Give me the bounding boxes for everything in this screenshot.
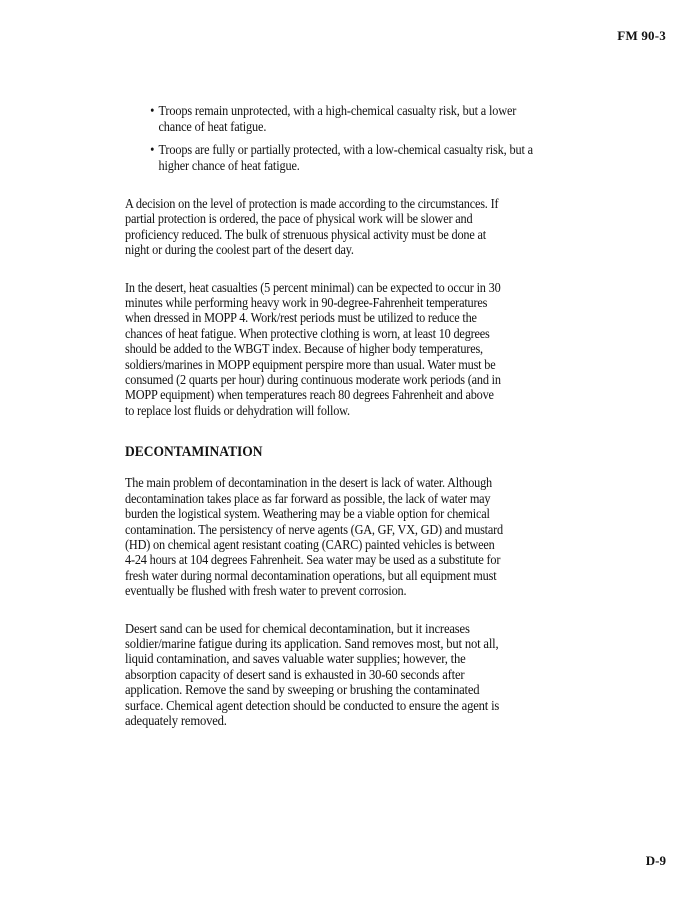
protection-decision-paragraph: A decision on the level of protection is made according to the circumstances. If partial protection is ordered, the pace of physical work will be slower and proficiency reduced. The bulk of strenuous physical activity must be done at night or during the coolest part of the desert day. <box>125 196 499 258</box>
decontamination-heading: DECONTAMINATION <box>125 444 263 461</box>
list-item <box>125 142 540 174</box>
bullet-text: Troops are fully or partially protected, with a low-chemical casualty risk, but a higher chance of heat fatigue. <box>158 142 533 173</box>
page-content <box>125 103 533 750</box>
manual-id: FM 90-3 <box>617 28 666 43</box>
heat-casualties-paragraph: In the desert, heat casualties (5 percent minimal) can be expected to occur in 30 minutes while performing heavy work in 90-degree-Fahrenheit temperatures when dressed in MOPP 4. Work/rest periods must be utilized to reduce the chances of heat fatigue. When protective clothing is worn, at least 10 degrees should be added to the WBGT index. Because of higher body temperatures, soldiers/marines in MOPP equipment perspire more than usual. Water must be consumed (2 quarts per hour) during continuous moderate work periods (and in MOPP equipment) when temperatures reach 80 degrees Fahrenheit and above to replace lost fluids or dehydration will follow. <box>125 279 501 418</box>
decontamination-water-paragraph: The main problem of decontamination in the desert is lack of water. Although decontamination takes place as far forward as possible, the lack of water may burden the logistical system. Weathering may be a viable option for chemical contamination. The persistency of nerve agents (GA, GF, VX, GD) and mustard (HD) on chemical agent resistant coating (CARC) painted vehicles is between 4-24 hours at 104 degrees Fahrenheit. Sea water may be used as a substitute for fresh water during normal decontamination operations, but all equipment must eventually be flushed with fresh water to prevent corrosion. <box>125 475 504 599</box>
protection-options-list <box>125 103 533 174</box>
bullet-icon: • <box>150 103 155 118</box>
page-number: D-9 <box>645 853 666 868</box>
desert-sand-paragraph: Desert sand can be used for chemical decontamination, but it increases soldier/marine fatigue during its application. Sand removes most, but not all, liquid contamination, and saves valuable water supplies; however, the absorption capacity of desert sand is exhausted in 30-60 seconds after application. Remove the sand by sweeping or brushing the contaminated surface. Chemical agent detection should be conducted to ensure the agent is adequately removed. <box>125 620 500 728</box>
list-item <box>125 103 540 135</box>
bullet-icon: • <box>150 142 155 157</box>
bullet-text: Troops remain unprotected, with a high-chemical casualty risk, but a lower chance of heat fatigue. <box>158 103 517 134</box>
